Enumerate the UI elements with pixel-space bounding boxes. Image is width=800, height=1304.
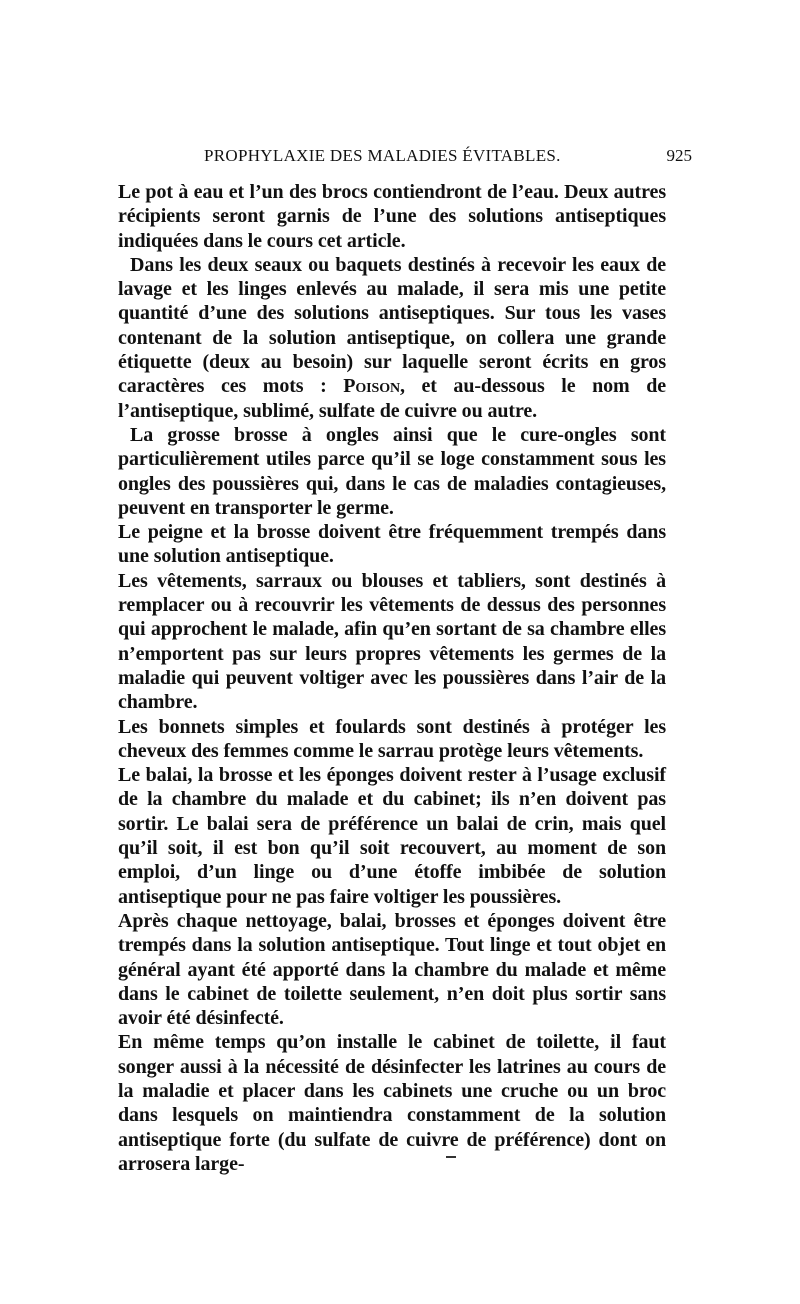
body-text [118,180,666,1176]
poison-tail: , et au-dessous le nom de l’antiseptique, sublimé, sulfate de cuivre ou autre. [118,375,666,422]
poison-word: Poison [343,375,400,398]
paragraph-5: Les vêtements, sarraux ou blouses et tabliers, sont destinés à remplacer ou à recouvrir les vêtements de dessus des personnes qui approchent le malade, afin qu’en sortant de sa chambre elles n’emportent pas sur leurs propres vêtements les germes de la maladie qui peuvent voltiger avec les poussières dans l’air de la chambre. [118,569,666,714]
paragraph-7: Le balai, la brosse et les éponges doivent rester à l’usage exclusif de la chambre du malade et du cabinet; ils n’en doivent pas sortir. Le balai sera de préférence un balai de crin, mais quel qu’il soit, il est bon qu’il soit recouvert, au moment de son emploi, d’un linge ou d’une étoffe imbibée de solution antiseptique pour ne pas faire voltiger les poussières. [118,764,666,908]
paragraph-9: En même temps qu’on installe le cabinet de toilette, il faut songer aussi à la nécessité de désinfecter les latrines au cours de la maladie et placer dans les cabinets une cruche ou un broc dans lesquels on maintiendra constamment de la solution antiseptique forte (du sulfate de cuivre de préférence) dont on arrosera large- [118,1031,666,1175]
paragraph-8: Après chaque nettoyage, balai, brosses et éponges doivent être trempés dans la solution antiseptique. Tout linge et tout objet en général ayant été apporté dans la chambre du malade et même dans le cabinet de toilette seulement, n’en doit plus sortir sans avoir été désinfecté. [118,909,666,1030]
paragraph-6: Les bonnets simples et foulards sont destinés à protéger les cheveux des femmes comme le sarrau protège leurs vêtements. [118,715,666,762]
signature-mark [446,1156,456,1158]
paragraph-2: Dans les deux seaux ou baquets destinés à recevoir les eaux de lavage et les linges enlevés au malade, il sera mis une petite quantité d’une des solutions antiseptiques. Sur tous les vases contenant de la solution antiseptique, on collera une grande étiquette (deux au besoin) sur laquelle seront écrits en gros caractères ces mots : Poison, et au-dessous le nom de l’antiseptique, sublimé, sulfate de cuivre ou autre. [118,253,666,422]
paragraph-3: La grosse brosse à ongles ainsi que le cure-ongles sont particulièrement utiles parce qu’il se loge constamment sous les ongles des poussières qui, dans le cas de maladies contagieuses, peuvent en transporter le germe. [118,423,666,519]
running-title: PROPHYLAXIE DES MALADIES ÉVITABLES. [204,146,561,165]
paragraph-4: Le peigne et la brosse doivent être fréquemment trempés dans une solution antiseptique. [118,521,666,568]
paragraph-1: Le pot à eau et l’un des brocs contiendront de l’eau. Deux autres récipients seront garnis de l’une des solutions antiseptiques indiquées dans le cours cet article. [118,181,666,252]
page-header [118,146,692,174]
page-number: 925 [666,146,692,165]
